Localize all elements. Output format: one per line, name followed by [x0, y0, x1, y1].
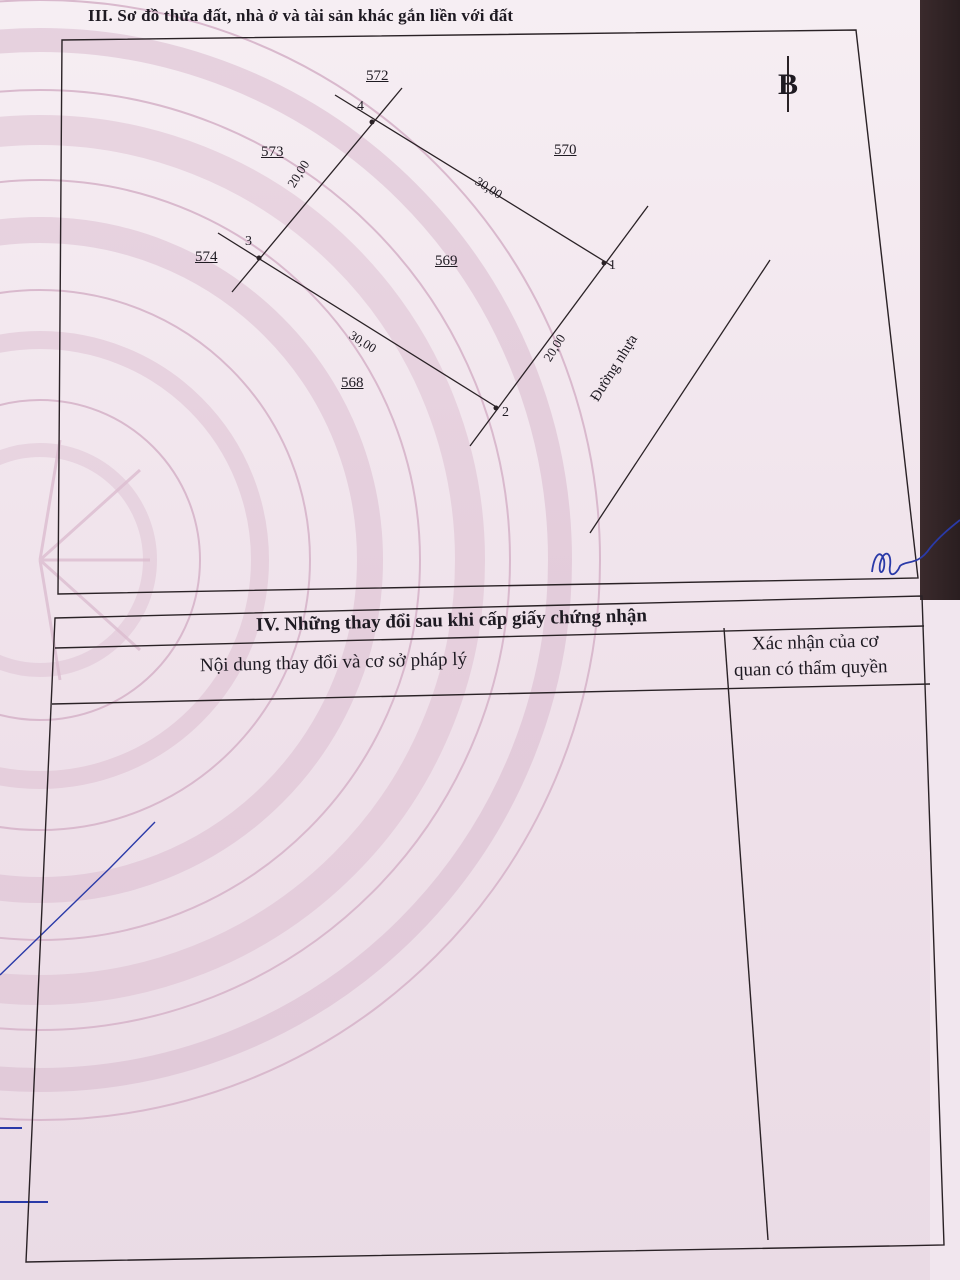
point-3-marker — [257, 256, 262, 261]
point-1-label: 1 — [609, 258, 616, 273]
column-divider — [724, 628, 768, 1240]
dimension-edge-4-1: 30,00 — [472, 173, 506, 202]
road-label: Đường nhựa — [587, 332, 642, 405]
dimension-edge-3-4: 20,00 — [284, 157, 313, 191]
section-iv-title: IV. Những thay đổi sau khi cấp giấy chứng nhận — [255, 605, 648, 636]
point-2-marker — [494, 406, 499, 411]
dimension-edge-3-2: 30,00 — [346, 327, 380, 356]
section-iii-title: III. Sơ đồ thửa đất, nhà ở và tài sản khác gắn liền với đất — [88, 6, 514, 25]
table-outer-border — [26, 596, 944, 1262]
edge-4-1 — [335, 95, 612, 266]
point-3-label: 3 — [245, 234, 252, 249]
point-4-label: 4 — [357, 99, 364, 114]
point-2-label: 2 — [502, 405, 509, 420]
parcel-568: 568 — [341, 375, 364, 391]
parcel-569: 569 — [435, 253, 458, 269]
point-1-marker — [602, 261, 607, 266]
point-4-marker — [370, 120, 375, 125]
parcel-573: 573 — [261, 144, 284, 160]
column-header-confirm-line2: quan có thẩm quyền — [733, 656, 888, 681]
header-row-divider — [52, 684, 930, 704]
section-iv-table — [26, 596, 944, 1262]
parcel-574: 574 — [195, 249, 218, 265]
road-line — [587, 260, 770, 533]
parcel-572: 572 — [366, 68, 389, 84]
column-header-content: Nội dung thay đổi và cơ sở pháp lý — [199, 648, 468, 677]
dimension-edge-2-1: 20,00 — [540, 331, 569, 365]
sun-star — [40, 440, 150, 680]
column-header-confirm-line1: Xác nhận của cơ — [751, 630, 879, 655]
parcel-570: 570 — [554, 142, 577, 158]
north-label: B — [778, 68, 799, 101]
